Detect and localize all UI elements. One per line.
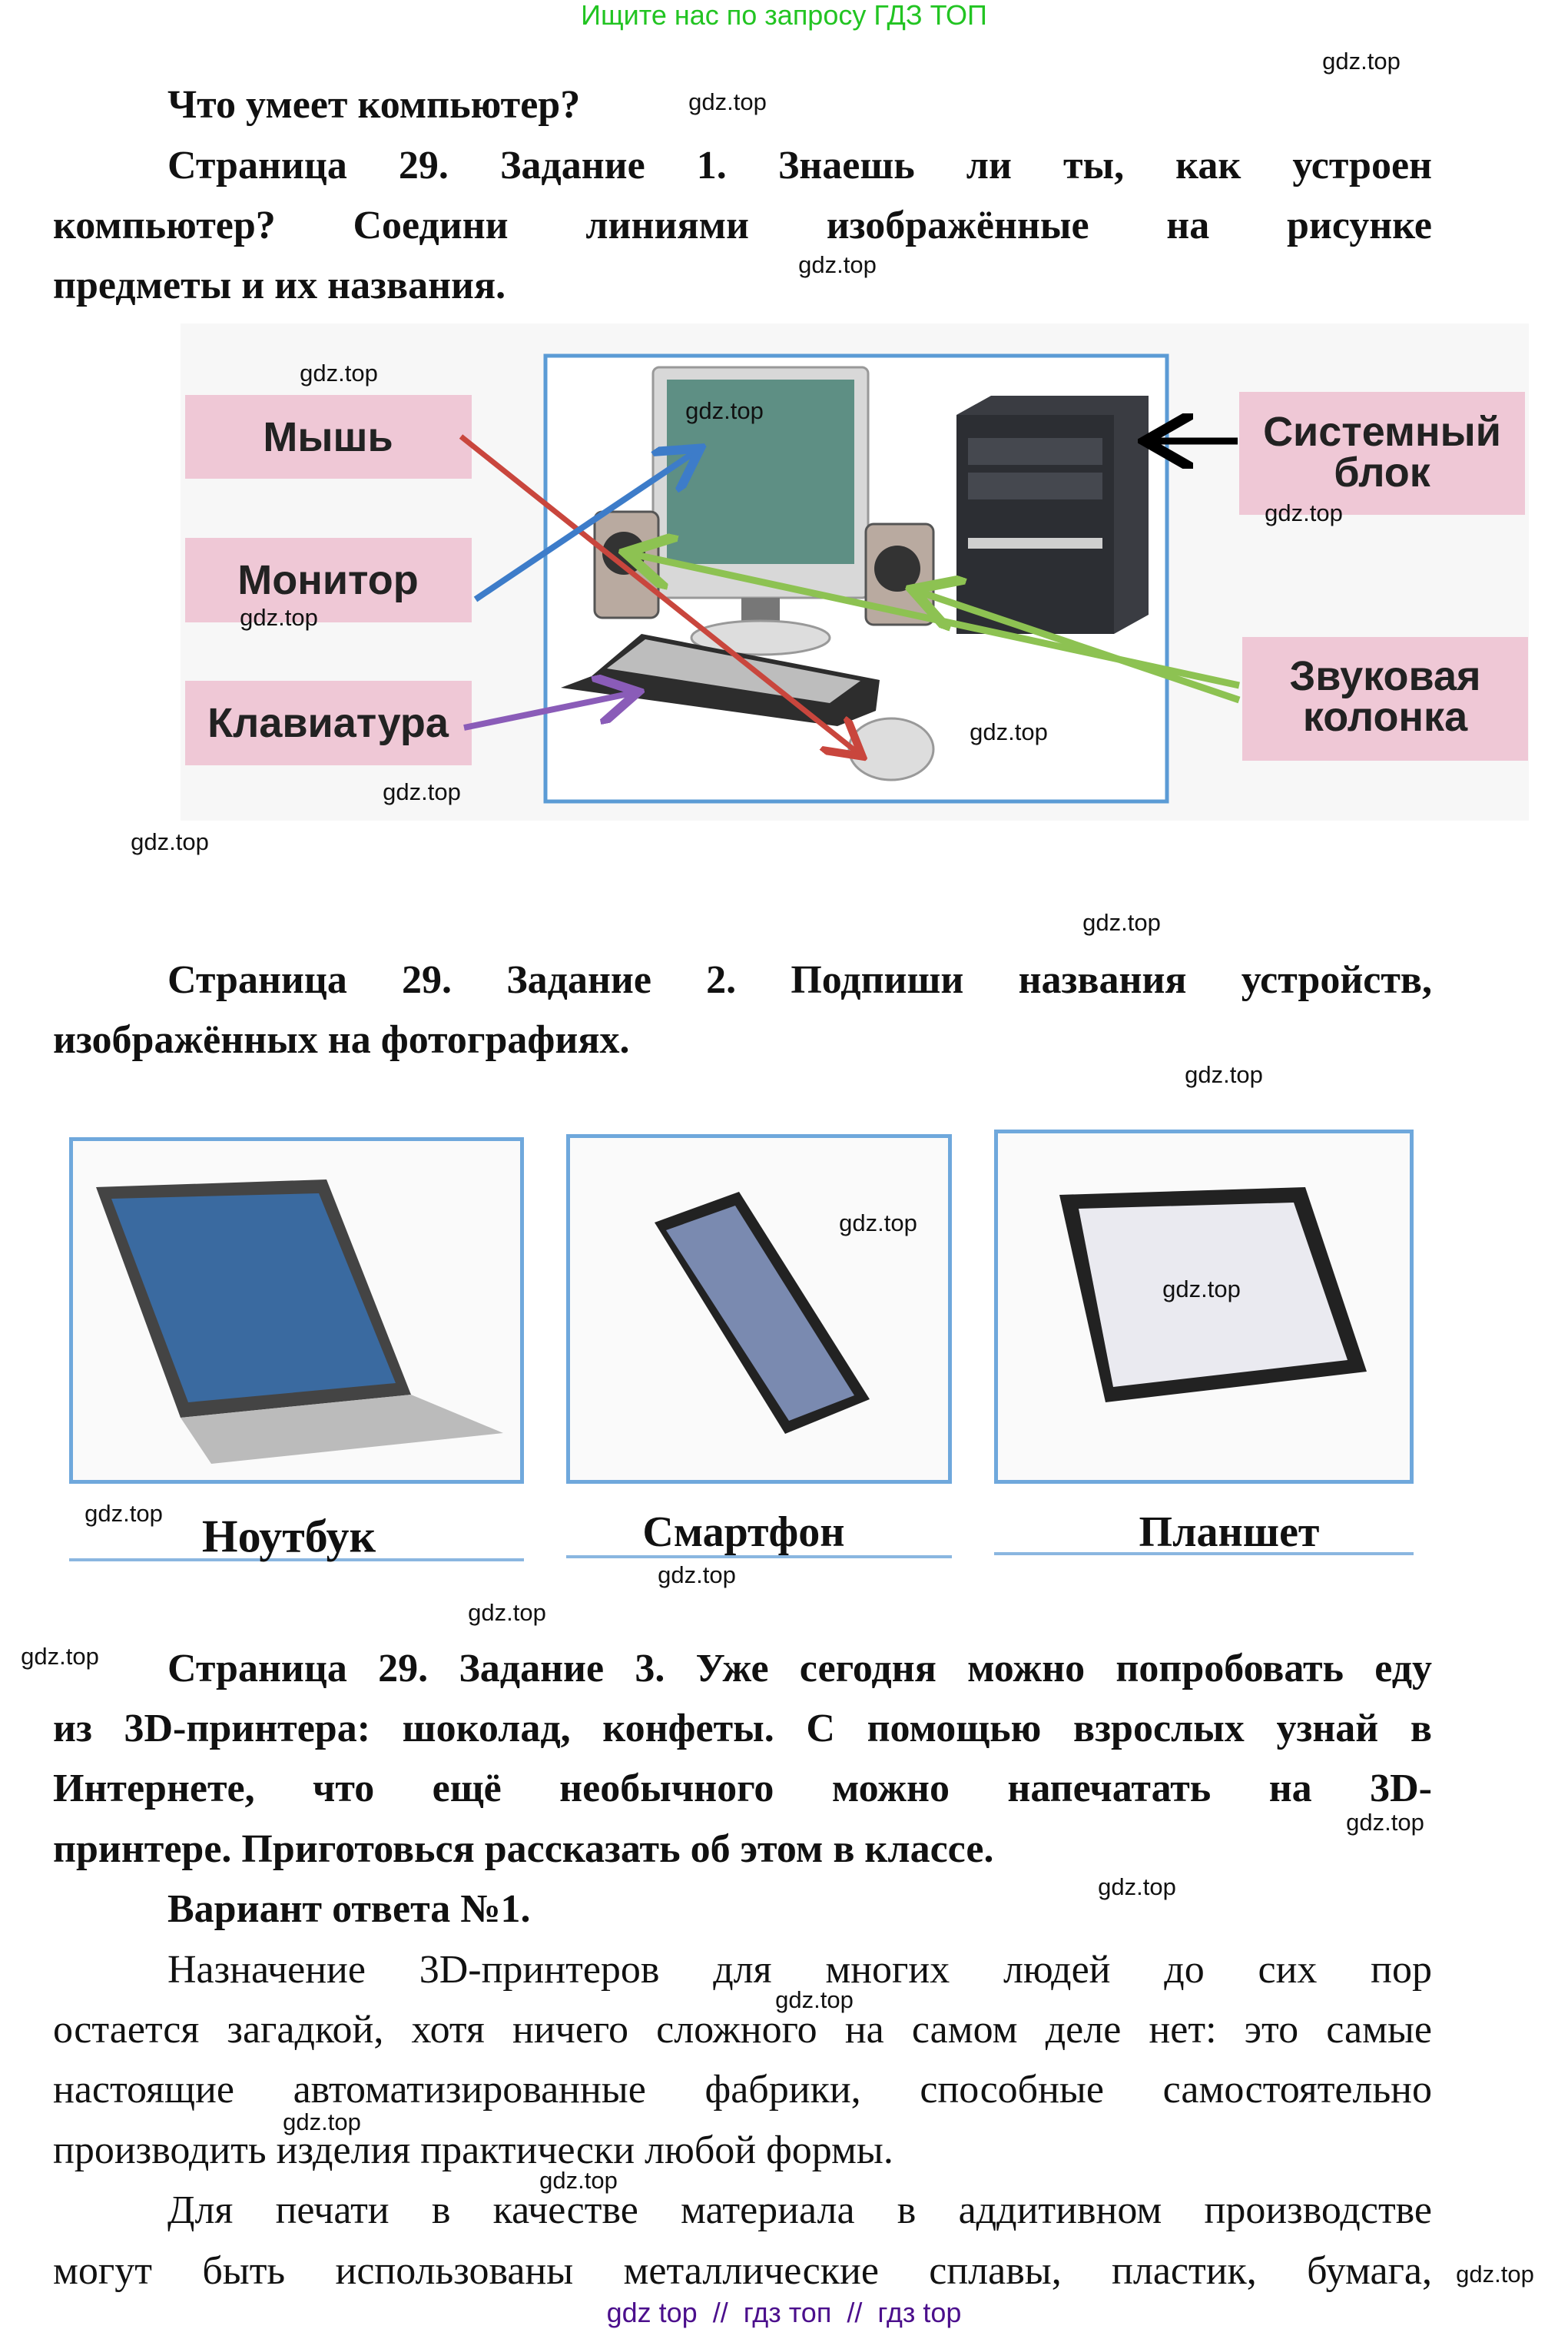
watermark: gdz.top [131,828,209,855]
watermark: gdz.top [21,1643,99,1670]
task1-line: Страница 29. Задание 1. Знаешь ли ты, как устроен [167,144,1432,187]
laptop-photo [69,1137,524,1484]
watermark: gdz.top [775,1986,854,2013]
system-unit-image [956,396,1149,634]
caption-laptop: Ноутбук [201,1511,376,1562]
watermark: gdz.top [240,604,318,631]
answer-line-text: производить изделия практически любой формы. [53,2128,893,2172]
answer-line-text: Для печати в качестве материала в аддитивном производстве [167,2188,1432,2232]
watermark: gdz.top [300,360,378,387]
tablet-photo [994,1130,1414,1484]
task3-line: Страница 29. Задание 3. Уже сегодня можно попробовать еду [167,1647,1432,1690]
watermark: gdz.top [1346,1809,1424,1836]
task3-line: принтере. Приготовься рассказать об этом в классе. [53,1827,994,1871]
variant-heading: Вариант ответа №1. [167,1887,531,1931]
watermark: gdz.top [1185,1061,1263,1088]
watermark: gdz.top [539,2167,618,2194]
caption-smartphone: Смартфон [642,1508,845,1556]
watermark: gdz.top [1265,499,1343,526]
label-monitor-text: Монитор [237,557,419,603]
section-heading: Что умеет компьютер? [167,83,581,127]
search-banner: Ищите нас по запросу ГДЗ ТОП [581,0,987,31]
watermark: gdz.top [383,778,461,805]
watermark: gdz.top [1456,2261,1534,2288]
watermark: gdz.top [468,1599,546,1626]
task2-line: изображённых на фотографиях. [53,1018,630,1062]
watermark: gdz.top [658,1561,736,1588]
watermark: gdz.top [85,1500,163,1527]
label-speaker-text: колонка [1302,694,1468,740]
answer-line-text: настоящие автоматизированные фабрики, способные самостоятельно [53,2068,1432,2112]
watermark: gdz.top [798,251,877,278]
caption-tablet: Планшет [1139,1508,1320,1556]
answer-line-text: Назначение 3D-принтеров для многих людей до сих пор [167,1948,1432,1992]
answer-line-text: могут быть использованы металлические сплавы, пластик, бумага, [53,2249,1432,2293]
task1-line: компьютер? Соедини линиями изображённые на рисунке [53,204,1432,247]
watermark: gdz.top [283,2108,361,2135]
label-keyboard-text: Клавиатура [207,700,449,746]
footer-links: gdz top // гдз топ // гдз top [606,2297,962,2328]
watermark: gdz.top [1322,48,1401,75]
speaker-image-left [595,512,658,618]
watermark: gdz.top [970,718,1048,745]
watermark: gdz.top [839,1209,917,1236]
mouse-image [849,718,933,780]
answer-line-text: остается загадкой, хотя ничего сложного на самом деле нет: это самые [53,2008,1432,2052]
watermark: gdz.top [1162,1276,1241,1302]
watermark: gdz.top [688,88,767,115]
label-speaker-text: Звуковая [1289,653,1481,699]
task3-line: Интернете, что ещё необычного можно напечатать на 3D- [53,1767,1432,1810]
watermark: gdz.top [1098,1873,1176,1900]
label-system-unit-text: Системный [1263,409,1501,455]
watermark: gdz.top [685,397,764,424]
label-mouse-text: Мышь [263,414,393,460]
watermark: gdz.top [1082,909,1161,936]
label-system-unit-text: блок [1334,450,1430,496]
smartphone-photo [566,1134,952,1484]
task1-line: предметы и их названия. [53,264,506,307]
computer-figure [0,0,1568,845]
task3-line: из 3D-принтера: шоколад, конфеты. С помощью взрослых узнай в [53,1707,1432,1750]
task2-line: Страница 29. Задание 2. Подпиши названия устройств, [167,958,1432,1002]
